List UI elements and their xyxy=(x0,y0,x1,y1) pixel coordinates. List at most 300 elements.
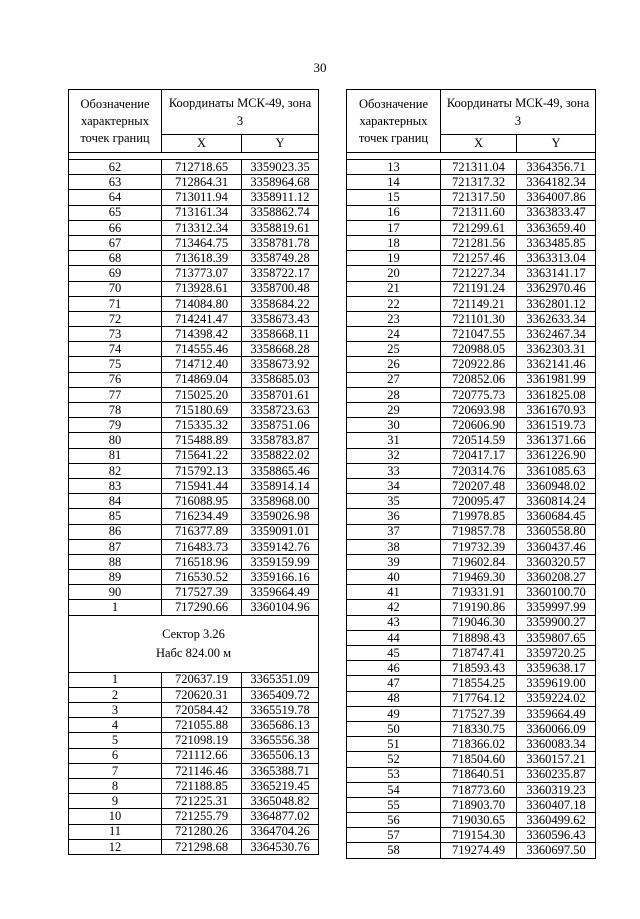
table-row xyxy=(347,737,596,752)
coord-y: 3360104.96 xyxy=(242,600,319,615)
coord-y: 3358781.78 xyxy=(242,235,319,250)
point-number: 38 xyxy=(347,539,441,554)
table-row xyxy=(347,433,596,448)
coord-y: 3362303.31 xyxy=(517,342,596,357)
coord-x: 719331.91 xyxy=(441,585,517,600)
point-number: 32 xyxy=(347,448,441,463)
coord-x: 721188.85 xyxy=(162,778,242,793)
page-number: 30 xyxy=(313,60,327,75)
coord-y: 3365409.72 xyxy=(242,687,319,702)
point-number: 2 xyxy=(69,687,162,702)
table-row xyxy=(69,478,319,493)
point-number: 21 xyxy=(347,281,441,296)
coord-y: 3360684.45 xyxy=(517,509,596,524)
table-row xyxy=(347,676,596,691)
point-number: 90 xyxy=(69,585,162,600)
coord-x: 721149.21 xyxy=(441,296,517,311)
table-row xyxy=(69,600,319,615)
table-row xyxy=(347,387,596,402)
coord-y: 3360157.21 xyxy=(517,752,596,767)
coord-x: 721317.50 xyxy=(441,190,517,205)
table-row xyxy=(69,585,319,600)
coord-y: 3364877.02 xyxy=(242,809,319,824)
coord-x: 718640.51 xyxy=(441,767,517,782)
coord-y: 3358700.48 xyxy=(242,281,319,296)
point-number: 58 xyxy=(347,843,441,858)
coord-x: 718773.60 xyxy=(441,782,517,797)
table-row xyxy=(347,554,596,569)
table-row xyxy=(69,809,319,824)
point-number: 67 xyxy=(69,235,162,250)
table-row xyxy=(347,646,596,661)
table-row xyxy=(347,342,596,357)
coord-x: 720606.90 xyxy=(441,418,517,433)
table-row xyxy=(347,235,596,250)
coord-y: 3360208.27 xyxy=(517,570,596,585)
table-row xyxy=(69,220,319,235)
table-row xyxy=(347,828,596,843)
coord-x: 721311.60 xyxy=(441,205,517,220)
point-number: 71 xyxy=(69,296,162,311)
table-row xyxy=(347,311,596,326)
coord-y: 3361981.99 xyxy=(517,372,596,387)
coord-x: 719190.86 xyxy=(441,600,517,615)
point-number: 27 xyxy=(347,372,441,387)
table-row xyxy=(347,706,596,721)
point-number: 65 xyxy=(69,205,162,220)
table-row xyxy=(347,813,596,828)
coord-y: 3364007.86 xyxy=(517,190,596,205)
table-row xyxy=(69,357,319,372)
point-number: 48 xyxy=(347,691,441,706)
point-number: 82 xyxy=(69,463,162,478)
coord-y: 3361371.66 xyxy=(517,433,596,448)
point-number: 39 xyxy=(347,554,441,569)
point-number: 1 xyxy=(69,672,162,687)
coord-x: 721298.68 xyxy=(162,839,242,854)
coord-x: 719469.30 xyxy=(441,570,517,585)
coord-x: 715025.20 xyxy=(162,387,242,402)
point-number: 11 xyxy=(69,824,162,839)
point-number: 62 xyxy=(69,160,162,175)
coord-y: 3358668.28 xyxy=(242,342,319,357)
coord-y: 3358673.43 xyxy=(242,311,319,326)
point-number: 5 xyxy=(69,733,162,748)
point-number: 63 xyxy=(69,175,162,190)
point-number: 47 xyxy=(347,676,441,691)
left-rows-part2 xyxy=(69,672,319,854)
coord-x: 715488.89 xyxy=(162,433,242,448)
point-number: 40 xyxy=(347,570,441,585)
table-row xyxy=(347,721,596,736)
point-number: 10 xyxy=(69,809,162,824)
point-number: 50 xyxy=(347,721,441,736)
header-designation: Обозначение характерных точек границ xyxy=(347,90,441,153)
coordinates-table-left xyxy=(68,89,319,855)
coord-y: 3359142.76 xyxy=(242,539,319,554)
sector-heading xyxy=(69,615,319,672)
point-number: 24 xyxy=(347,327,441,342)
table-row xyxy=(69,687,319,702)
coord-x: 712718.65 xyxy=(162,160,242,175)
header-x: X xyxy=(441,134,517,152)
point-number: 16 xyxy=(347,205,441,220)
point-number: 14 xyxy=(347,175,441,190)
point-number: 8 xyxy=(69,778,162,793)
coord-x: 719978.85 xyxy=(441,509,517,524)
coord-x: 715180.69 xyxy=(162,403,242,418)
table-row xyxy=(347,175,596,190)
coord-y: 3362467.34 xyxy=(517,327,596,342)
sector-title: Сектор 3.26 xyxy=(162,626,225,641)
coord-x: 719046.30 xyxy=(441,615,517,630)
table-row xyxy=(69,494,319,509)
point-number: 87 xyxy=(69,539,162,554)
coord-x: 720637.19 xyxy=(162,672,242,687)
coord-y: 3360100.70 xyxy=(517,585,596,600)
coord-y: 3365686.13 xyxy=(242,718,319,733)
point-number: 20 xyxy=(347,266,441,281)
table-row xyxy=(347,403,596,418)
point-number: 45 xyxy=(347,646,441,661)
table-row xyxy=(347,661,596,676)
point-number: 17 xyxy=(347,220,441,235)
coord-x: 713464.75 xyxy=(162,235,242,250)
coord-y: 3358685.03 xyxy=(242,372,319,387)
table-row xyxy=(347,600,596,615)
table-row xyxy=(347,843,596,858)
coord-y: 3360407.18 xyxy=(517,797,596,812)
left-rows-part1 xyxy=(69,160,319,616)
coord-y: 3359091.01 xyxy=(242,524,319,539)
point-number: 15 xyxy=(347,190,441,205)
coord-y: 3365556.38 xyxy=(242,733,319,748)
table-row xyxy=(69,539,319,554)
coord-x: 720988.05 xyxy=(441,342,517,357)
coord-y: 3362633.34 xyxy=(517,311,596,326)
coord-x: 721255.79 xyxy=(162,809,242,824)
table-row xyxy=(69,748,319,763)
coord-y: 3365388.71 xyxy=(242,763,319,778)
coord-x: 714084.80 xyxy=(162,296,242,311)
coord-x: 718903.70 xyxy=(441,797,517,812)
coord-x: 713011.94 xyxy=(162,190,242,205)
table-row xyxy=(347,478,596,493)
coord-y: 3362141.46 xyxy=(517,357,596,372)
coord-y: 3360083.34 xyxy=(517,737,596,752)
coord-x: 721257.46 xyxy=(441,251,517,266)
coord-y: 3358722.17 xyxy=(242,266,319,281)
point-number: 72 xyxy=(69,311,162,326)
table-row xyxy=(69,824,319,839)
coord-y: 3360066.09 xyxy=(517,721,596,736)
table-row xyxy=(347,357,596,372)
point-number: 1 xyxy=(69,600,162,615)
coord-x: 720775.73 xyxy=(441,387,517,402)
table-row xyxy=(69,205,319,220)
coord-y: 3360558.80 xyxy=(517,524,596,539)
table-row xyxy=(347,372,596,387)
coord-x: 721191.24 xyxy=(441,281,517,296)
point-number: 25 xyxy=(347,342,441,357)
table-row xyxy=(69,672,319,687)
coord-x: 716483.73 xyxy=(162,539,242,554)
table-row xyxy=(69,554,319,569)
coord-x: 719030.65 xyxy=(441,813,517,828)
header-designation: Обозначение характерных точек границ xyxy=(69,90,162,153)
point-number: 26 xyxy=(347,357,441,372)
table-row xyxy=(69,718,319,733)
point-number: 89 xyxy=(69,570,162,585)
coord-y: 3365048.82 xyxy=(242,794,319,809)
coord-x: 718504.60 xyxy=(441,752,517,767)
coord-y: 3365506.13 xyxy=(242,748,319,763)
coord-y: 3364182.34 xyxy=(517,175,596,190)
coord-x: 718898.43 xyxy=(441,630,517,645)
point-number: 31 xyxy=(347,433,441,448)
table-row xyxy=(347,509,596,524)
table-row xyxy=(69,190,319,205)
table-row xyxy=(347,266,596,281)
coord-x: 716518.96 xyxy=(162,554,242,569)
table-row xyxy=(347,752,596,767)
coord-y: 3363659.40 xyxy=(517,220,596,235)
coord-y: 3359807.65 xyxy=(517,630,596,645)
coord-x: 721047.55 xyxy=(441,327,517,342)
table-row xyxy=(347,782,596,797)
coord-x: 719602.84 xyxy=(441,554,517,569)
coord-x: 721280.26 xyxy=(162,824,242,839)
coord-x: 713773.07 xyxy=(162,266,242,281)
table-row xyxy=(69,251,319,266)
coord-x: 716377.89 xyxy=(162,524,242,539)
table-row xyxy=(347,418,596,433)
coord-x: 714555.46 xyxy=(162,342,242,357)
table-row xyxy=(347,494,596,509)
point-number: 23 xyxy=(347,311,441,326)
table-row xyxy=(69,418,319,433)
header-coordinates: Координаты МСК-49, зона 3 xyxy=(162,90,319,135)
point-number: 83 xyxy=(69,478,162,493)
coord-x: 720584.42 xyxy=(162,703,242,718)
coord-x: 721225.31 xyxy=(162,794,242,809)
coord-y: 3361825.08 xyxy=(517,387,596,402)
table-row xyxy=(347,570,596,585)
coord-x: 719732.39 xyxy=(441,539,517,554)
point-number: 51 xyxy=(347,737,441,752)
coord-x: 721299.61 xyxy=(441,220,517,235)
point-number: 29 xyxy=(347,403,441,418)
coord-x: 720620.31 xyxy=(162,687,242,702)
table-row xyxy=(69,703,319,718)
table-row xyxy=(69,778,319,793)
point-number: 36 xyxy=(347,509,441,524)
coord-x: 714712.40 xyxy=(162,357,242,372)
coord-y: 3362801.12 xyxy=(517,296,596,311)
coord-x: 721311.04 xyxy=(441,160,517,175)
coord-x: 718747.41 xyxy=(441,646,517,661)
coord-x: 712864.31 xyxy=(162,175,242,190)
table-row xyxy=(347,630,596,645)
coord-y: 3365351.09 xyxy=(242,672,319,687)
coord-y: 3364704.26 xyxy=(242,824,319,839)
point-number: 66 xyxy=(69,220,162,235)
coord-y: 3364356.71 xyxy=(517,160,596,175)
point-number: 13 xyxy=(347,160,441,175)
coord-x: 716234.49 xyxy=(162,509,242,524)
coord-y: 3359159.99 xyxy=(242,554,319,569)
coord-y: 3359224.02 xyxy=(517,691,596,706)
coord-x: 715941.44 xyxy=(162,478,242,493)
point-number: 69 xyxy=(69,266,162,281)
point-number: 77 xyxy=(69,387,162,402)
coord-x: 720314.76 xyxy=(441,463,517,478)
point-number: 76 xyxy=(69,372,162,387)
point-number: 88 xyxy=(69,554,162,569)
coord-y: 3361085.63 xyxy=(517,463,596,478)
coord-y: 3360320.57 xyxy=(517,554,596,569)
coord-x: 720852.06 xyxy=(441,372,517,387)
coord-x: 721098.19 xyxy=(162,733,242,748)
coord-y: 3364530.76 xyxy=(242,839,319,854)
table-row xyxy=(347,448,596,463)
coord-x: 715335.32 xyxy=(162,418,242,433)
coord-x: 717764.12 xyxy=(441,691,517,706)
point-number: 22 xyxy=(347,296,441,311)
coord-y: 3362970.46 xyxy=(517,281,596,296)
point-number: 43 xyxy=(347,615,441,630)
coord-y: 3359720.25 xyxy=(517,646,596,661)
coord-x: 720922.86 xyxy=(441,357,517,372)
point-number: 73 xyxy=(69,327,162,342)
coord-x: 721317.32 xyxy=(441,175,517,190)
header-spacer xyxy=(69,153,319,160)
coord-y: 3358723.63 xyxy=(242,403,319,418)
point-number: 70 xyxy=(69,281,162,296)
coordinates-table-right xyxy=(346,89,596,859)
coord-x: 720207.48 xyxy=(441,478,517,493)
coord-y: 3358673.92 xyxy=(242,357,319,372)
table-row xyxy=(347,539,596,554)
coord-x: 713928.61 xyxy=(162,281,242,296)
coord-x: 720693.98 xyxy=(441,403,517,418)
point-number: 64 xyxy=(69,190,162,205)
point-number: 28 xyxy=(347,387,441,402)
point-number: 74 xyxy=(69,342,162,357)
coord-y: 3359166.16 xyxy=(242,570,319,585)
header-coordinates: Координаты МСК-49, зона 3 xyxy=(441,90,596,135)
coord-y: 3359026.98 xyxy=(242,509,319,524)
coord-y: 3359997.99 xyxy=(517,600,596,615)
coord-x: 718330.75 xyxy=(441,721,517,736)
coord-x: 716530.52 xyxy=(162,570,242,585)
table-row xyxy=(69,281,319,296)
point-number: 80 xyxy=(69,433,162,448)
table-row xyxy=(69,570,319,585)
coord-x: 714869.04 xyxy=(162,372,242,387)
table-row xyxy=(347,296,596,311)
coord-y: 3360697.50 xyxy=(517,843,596,858)
table-row xyxy=(69,524,319,539)
table-row xyxy=(69,327,319,342)
coord-x: 721112.66 xyxy=(162,748,242,763)
coord-y: 3363141.17 xyxy=(517,266,596,281)
table-row xyxy=(69,463,319,478)
point-number: 6 xyxy=(69,748,162,763)
table-row xyxy=(69,448,319,463)
coord-y: 3359023.35 xyxy=(242,160,319,175)
coord-x: 718366.02 xyxy=(441,737,517,752)
coord-x: 720095.47 xyxy=(441,494,517,509)
header-spacer xyxy=(347,153,596,160)
table-row xyxy=(347,524,596,539)
coord-y: 3358783.87 xyxy=(242,433,319,448)
header-x: X xyxy=(162,134,242,152)
coord-x: 721146.46 xyxy=(162,763,242,778)
table-row xyxy=(69,372,319,387)
point-number: 85 xyxy=(69,509,162,524)
coord-y: 3358684.22 xyxy=(242,296,319,311)
point-number: 41 xyxy=(347,585,441,600)
point-number: 46 xyxy=(347,661,441,676)
coord-y: 3361519.73 xyxy=(517,418,596,433)
point-number: 37 xyxy=(347,524,441,539)
table-row xyxy=(69,296,319,311)
coord-y: 3358911.12 xyxy=(242,190,319,205)
coord-x: 721227.34 xyxy=(441,266,517,281)
table-row xyxy=(69,235,319,250)
point-number: 79 xyxy=(69,418,162,433)
table-row xyxy=(347,615,596,630)
coord-y: 3358822.02 xyxy=(242,448,319,463)
coord-x: 721101.30 xyxy=(441,311,517,326)
coord-x: 718593.43 xyxy=(441,661,517,676)
table-row xyxy=(347,767,596,782)
point-number: 7 xyxy=(69,763,162,778)
coord-x: 721281.56 xyxy=(441,235,517,250)
coord-x: 718554.25 xyxy=(441,676,517,691)
table-row xyxy=(69,763,319,778)
table-row xyxy=(347,251,596,266)
point-number: 4 xyxy=(69,718,162,733)
point-number: 33 xyxy=(347,463,441,478)
coord-y: 3361670.93 xyxy=(517,403,596,418)
point-number: 19 xyxy=(347,251,441,266)
coord-y: 3363485.85 xyxy=(517,235,596,250)
coord-y: 3360235.87 xyxy=(517,767,596,782)
table-row xyxy=(347,205,596,220)
coord-y: 3365519.78 xyxy=(242,703,319,718)
coord-y: 3365219.45 xyxy=(242,778,319,793)
coord-y: 3358914.14 xyxy=(242,478,319,493)
point-number: 9 xyxy=(69,794,162,809)
coord-y: 3358964.68 xyxy=(242,175,319,190)
coord-x: 713618.39 xyxy=(162,251,242,266)
header-y: Y xyxy=(242,134,319,152)
coord-x: 714398.42 xyxy=(162,327,242,342)
table-row xyxy=(69,733,319,748)
point-number: 35 xyxy=(347,494,441,509)
coord-x: 719154.30 xyxy=(441,828,517,843)
header-y: Y xyxy=(517,134,596,152)
coord-x: 720514.59 xyxy=(441,433,517,448)
table-row xyxy=(69,311,319,326)
coord-x: 720417.17 xyxy=(441,448,517,463)
right-rows xyxy=(347,160,596,859)
point-number: 56 xyxy=(347,813,441,828)
coord-x: 715641.22 xyxy=(162,448,242,463)
coord-y: 3358668.11 xyxy=(242,327,319,342)
